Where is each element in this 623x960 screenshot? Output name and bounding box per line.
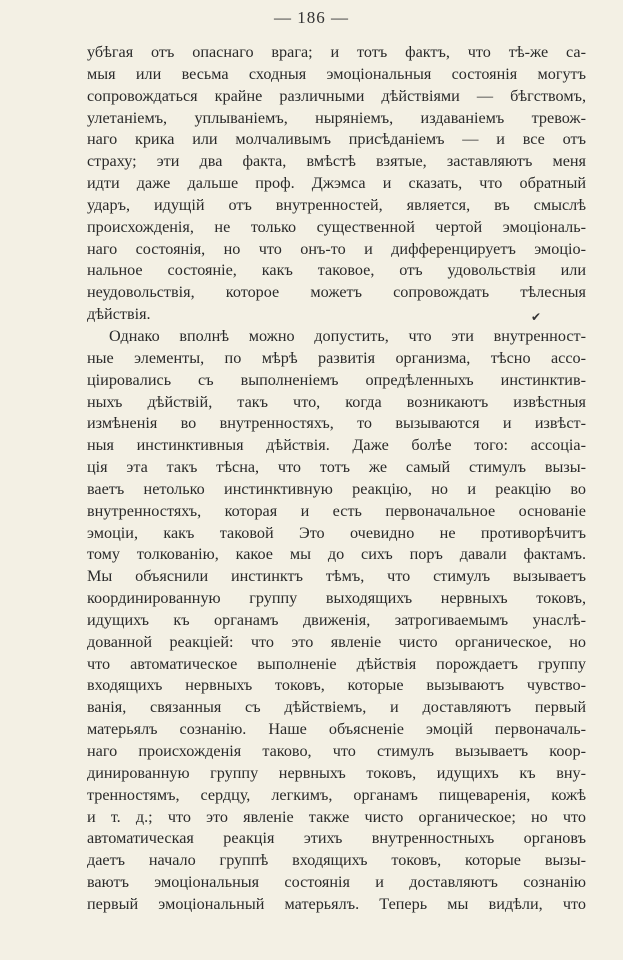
body-text: [87, 42, 586, 916]
text-line: тому толкованію, какое мы до сихъ поръ давали фактамъ.: [87, 545, 586, 564]
text-line: улетаніемъ, уплываніемъ, нырянiемъ, издаваніемъ тревож-: [87, 108, 586, 127]
text-line: ваетъ нетолько инстинктивную реакцію, но и реакцію во: [87, 479, 586, 498]
text-line: и т. д.; что это явленіе также чисто органическое; но что: [87, 807, 586, 826]
text-line: идти даже дальше проф. Джэмса и сказать, что обратный: [87, 174, 586, 193]
text-line: даетъ начало группѣ входящихъ токовъ, которые вызы-: [87, 851, 586, 870]
text-line: мыя или весьма сходныя эмоціональныя состоянія могутъ: [87, 64, 586, 83]
text-line: наго крика или молчаливымъ присѣданіемъ — и все отъ: [87, 130, 586, 149]
text-line: ныя инстинктивныя дѣйствія. Даже болѣе того: ассоціа-: [87, 436, 586, 455]
paragraph: [87, 42, 586, 326]
text-line: внутренностяхъ, которая и есть первоначальное основаніе: [87, 501, 586, 520]
text-line: убѣгая отъ опаснаго врага; и тотъ фактъ, что тѣ-же са-: [87, 43, 586, 61]
text-line: нальное состояніе, какъ таковое, отъ удовольствія или: [87, 261, 586, 280]
page-number: — 186 —: [274, 8, 349, 27]
paragraph: [87, 326, 586, 916]
text-line: идущихъ къ органамъ движенія, затрогиваемымъ унаслѣ-: [87, 610, 586, 629]
text-line: Однако вполнѣ можно допустить, что эти внутренност-: [109, 326, 586, 345]
text-line: координированную группу выходящихъ нервныхъ токовъ,: [87, 589, 586, 608]
text-line: ванія, связанныя съ дѣйствіемъ, и доставляютъ первый: [87, 698, 586, 717]
text-line: ціировались съ выполненіемъ опредѣленныхъ инстинктив-: [87, 370, 586, 389]
text-line: наго состоянія, но что онъ-то и дифференцируетъ эмоціо-: [87, 239, 586, 258]
text-line: ударъ, идущій отъ внутренностей, является, въ смыслѣ: [87, 195, 586, 214]
text-line: дованной реакціей: что это явленіе чисто органическое, но: [87, 632, 586, 651]
text-line: ные элементы, по мѣрѣ развитія организма, тѣсно ассо-: [87, 348, 586, 367]
text-line: ныхъ дѣйствій, такъ что, когда возникаютъ извѣстныя: [87, 392, 586, 411]
text-line: неудовольствія, которое можетъ сопровождать тѣлесныя: [87, 283, 586, 302]
text-line: первый эмоціональный матерьялъ. Теперь мы видѣли, что: [87, 894, 586, 913]
text-line: входящихъ нервныхъ токовъ, которые вызываютъ чувство-: [87, 676, 586, 695]
text-line: Мы объяснили инстинктъ тѣмъ, что стимулъ вызываетъ: [87, 567, 586, 586]
text-line: ваютъ эмоціональныя состоянія и доставляютъ сознанію: [87, 873, 586, 892]
text-line: что автоматическое выполненіе дѣйствія порождаетъ группу: [87, 654, 586, 673]
text-line: ція эта такъ тѣсна, что тотъ же самый стимулъ вызы-: [87, 458, 586, 477]
text-line: автоматическая реакція этихъ внутренностныхъ органовъ: [87, 829, 586, 848]
text-line: матерьялъ сознанію. Наше объясненіе эмоцій первоначаль-: [87, 720, 586, 739]
margin-mark: ✔: [531, 310, 542, 324]
text-line: тренностямъ, сердцу, легкимъ, органамъ пищеваренія, кожѣ: [87, 785, 586, 804]
text-line: наго происхожденія таково, что стимулъ вызываетъ коор-: [87, 742, 586, 760]
text-line: происхожденія, не только существенной чертой эмоціональ-: [87, 217, 586, 236]
text-line: динированную группу нервныхъ токовъ, идущихъ къ вну-: [87, 763, 586, 782]
text-line: эмоціи, какъ таковой Это очевидно не противорѣчитъ: [87, 523, 586, 542]
text-line: сопровождаться крайне различными дѣйствіями — бѣгствомъ,: [87, 86, 586, 105]
text-line: измѣненія во внутренностяхъ, то вызываются и извѣст-: [87, 414, 586, 433]
text-line: страху; эти два факта, вмѣстѣ взятые, заставляютъ меня: [87, 152, 586, 171]
text-line: дѣйствія.: [87, 305, 151, 324]
